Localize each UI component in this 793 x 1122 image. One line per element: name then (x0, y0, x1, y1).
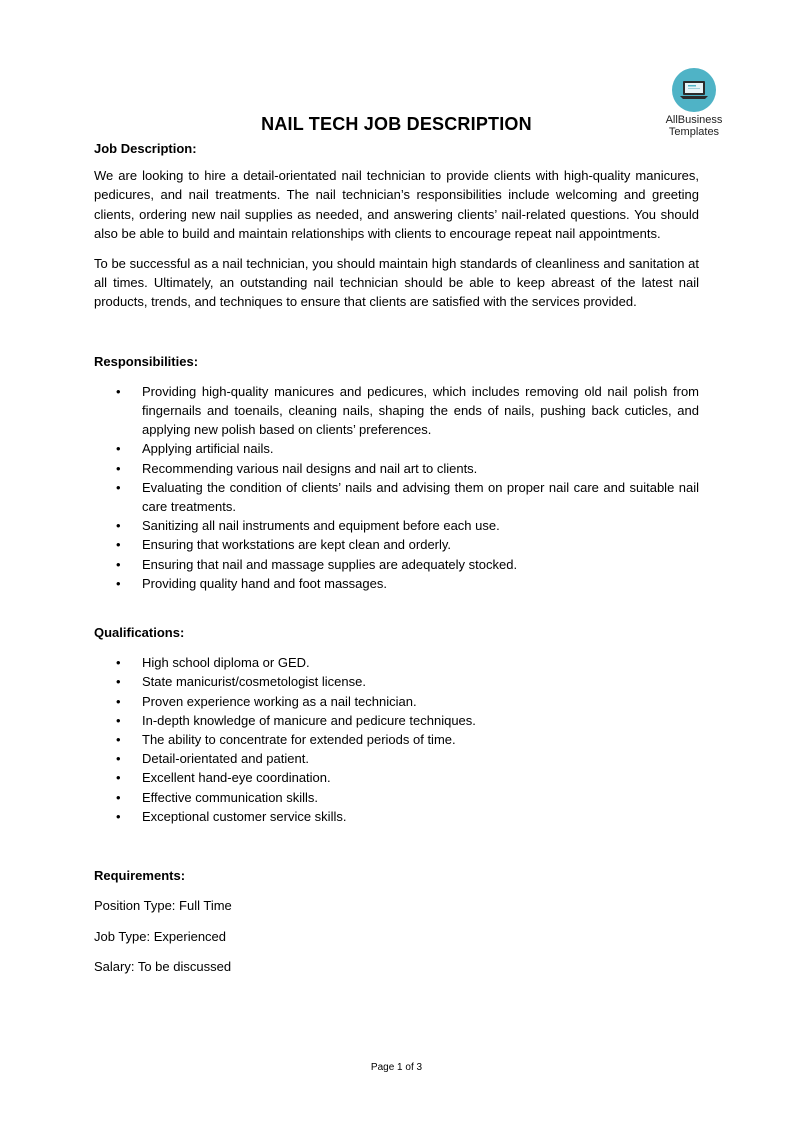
bullet-icon: • (116, 732, 121, 748)
bullet-icon: • (116, 655, 121, 671)
bullet-icon: • (116, 518, 121, 534)
list-item: • Recommending various nail designs and nail art to clients. (94, 459, 699, 478)
bullet-icon: • (116, 751, 121, 767)
bullet-icon: • (116, 537, 121, 553)
list-item: • Ensuring that workstations are kept clean and orderly. (94, 535, 699, 554)
page-number: Page 1 of 3 (370, 1062, 423, 1073)
bullet-icon: • (116, 460, 121, 476)
list-item: • Detail-orientated and patient. (94, 749, 699, 768)
job-type-line: Job Type: Experienced (94, 928, 227, 944)
list-item: • The ability to concentrate for extended periods of time. (94, 730, 699, 749)
list-item: • Proven experience working as a nail technician. (94, 692, 699, 711)
bullet-icon: • (116, 556, 121, 572)
list-item: • Exceptional customer service skills. (94, 807, 699, 826)
responsibilities-heading: Responsibilities: (94, 353, 199, 369)
bullet-icon: • (116, 693, 121, 709)
list-item: • Effective communication skills. (94, 788, 699, 807)
bullet-icon: • (116, 479, 121, 495)
logo-line-1: AllBusiness (665, 114, 723, 126)
bullet-icon: • (116, 770, 121, 786)
salary-line: Salary: To be discussed (94, 958, 232, 974)
list-item: • Applying artificial nails. (94, 439, 699, 458)
job-description-paragraph-1: We are looking to hire a detail-orientated nail technician to provide clients with high-quality manicures, pedicures, and nail treatments. The nail technician’s responsibilities include welcoming and greeting clients, ordering new nail supplies as needed, and answering clients’ nail-related questions. You should also be able to build and maintain relationships with clients to encourage repeat nail appointments. (94, 168, 699, 241)
qualifications-heading: Qualifications: (94, 625, 185, 641)
list-item: • Ensuring that nail and massage supplies are adequately stocked. (94, 555, 699, 574)
bullet-icon: • (116, 674, 121, 690)
list-item: • Evaluating the condition of clients’ nails and advising them on proper nail care and suitable nail care treatments. (116, 479, 699, 515)
list-item: • Providing quality hand and foot massages. (94, 574, 699, 593)
bullet-icon: • (116, 808, 121, 824)
job-description-paragraph-2: To be successful as a nail technician, you should maintain high standards of cleanliness and sanitation at all times. Ultimately, an outstanding nail technician should be able to keep abreast of the latest nail products, trends, and techniques to ensure that clients are satisfied with the services provided. (94, 256, 699, 310)
bullet-icon: • (116, 789, 121, 805)
list-item: • State manicurist/cosmetologist license. (94, 672, 699, 691)
bullet-icon: • (116, 441, 121, 457)
list-item: • Excellent hand-eye coordination. (94, 768, 699, 787)
laptop-icon (672, 68, 716, 112)
page-title: NAIL TECH JOB DESCRIPTION (261, 114, 532, 134)
document-body (94, 139, 699, 976)
position-type-line: Position Type: Full Time (94, 898, 232, 914)
list-item: • High school diploma or GED. (94, 653, 699, 672)
list-item: • Providing high-quality manicures and pedicures, which includes removing old nail polish from fingernails and toenails, cleaning nails, shaping the ends of nails, pushing back cuticles, and applying new polish based on clients’ preferences. (116, 383, 699, 438)
logo-line-2: Templates (668, 126, 720, 138)
qualifications-list (94, 653, 699, 826)
list-item: • Sanitizing all nail instruments and equipment before each use. (94, 516, 699, 535)
bullet-icon: • (116, 712, 121, 728)
bullet-icon: • (116, 383, 121, 399)
bullet-icon: • (116, 575, 121, 591)
job-description-heading: Job Description: (94, 141, 197, 156)
requirements-heading: Requirements: (94, 868, 186, 884)
responsibilities-list (94, 382, 699, 593)
list-item: • In-depth knowledge of manicure and pedicure techniques. (94, 711, 699, 730)
